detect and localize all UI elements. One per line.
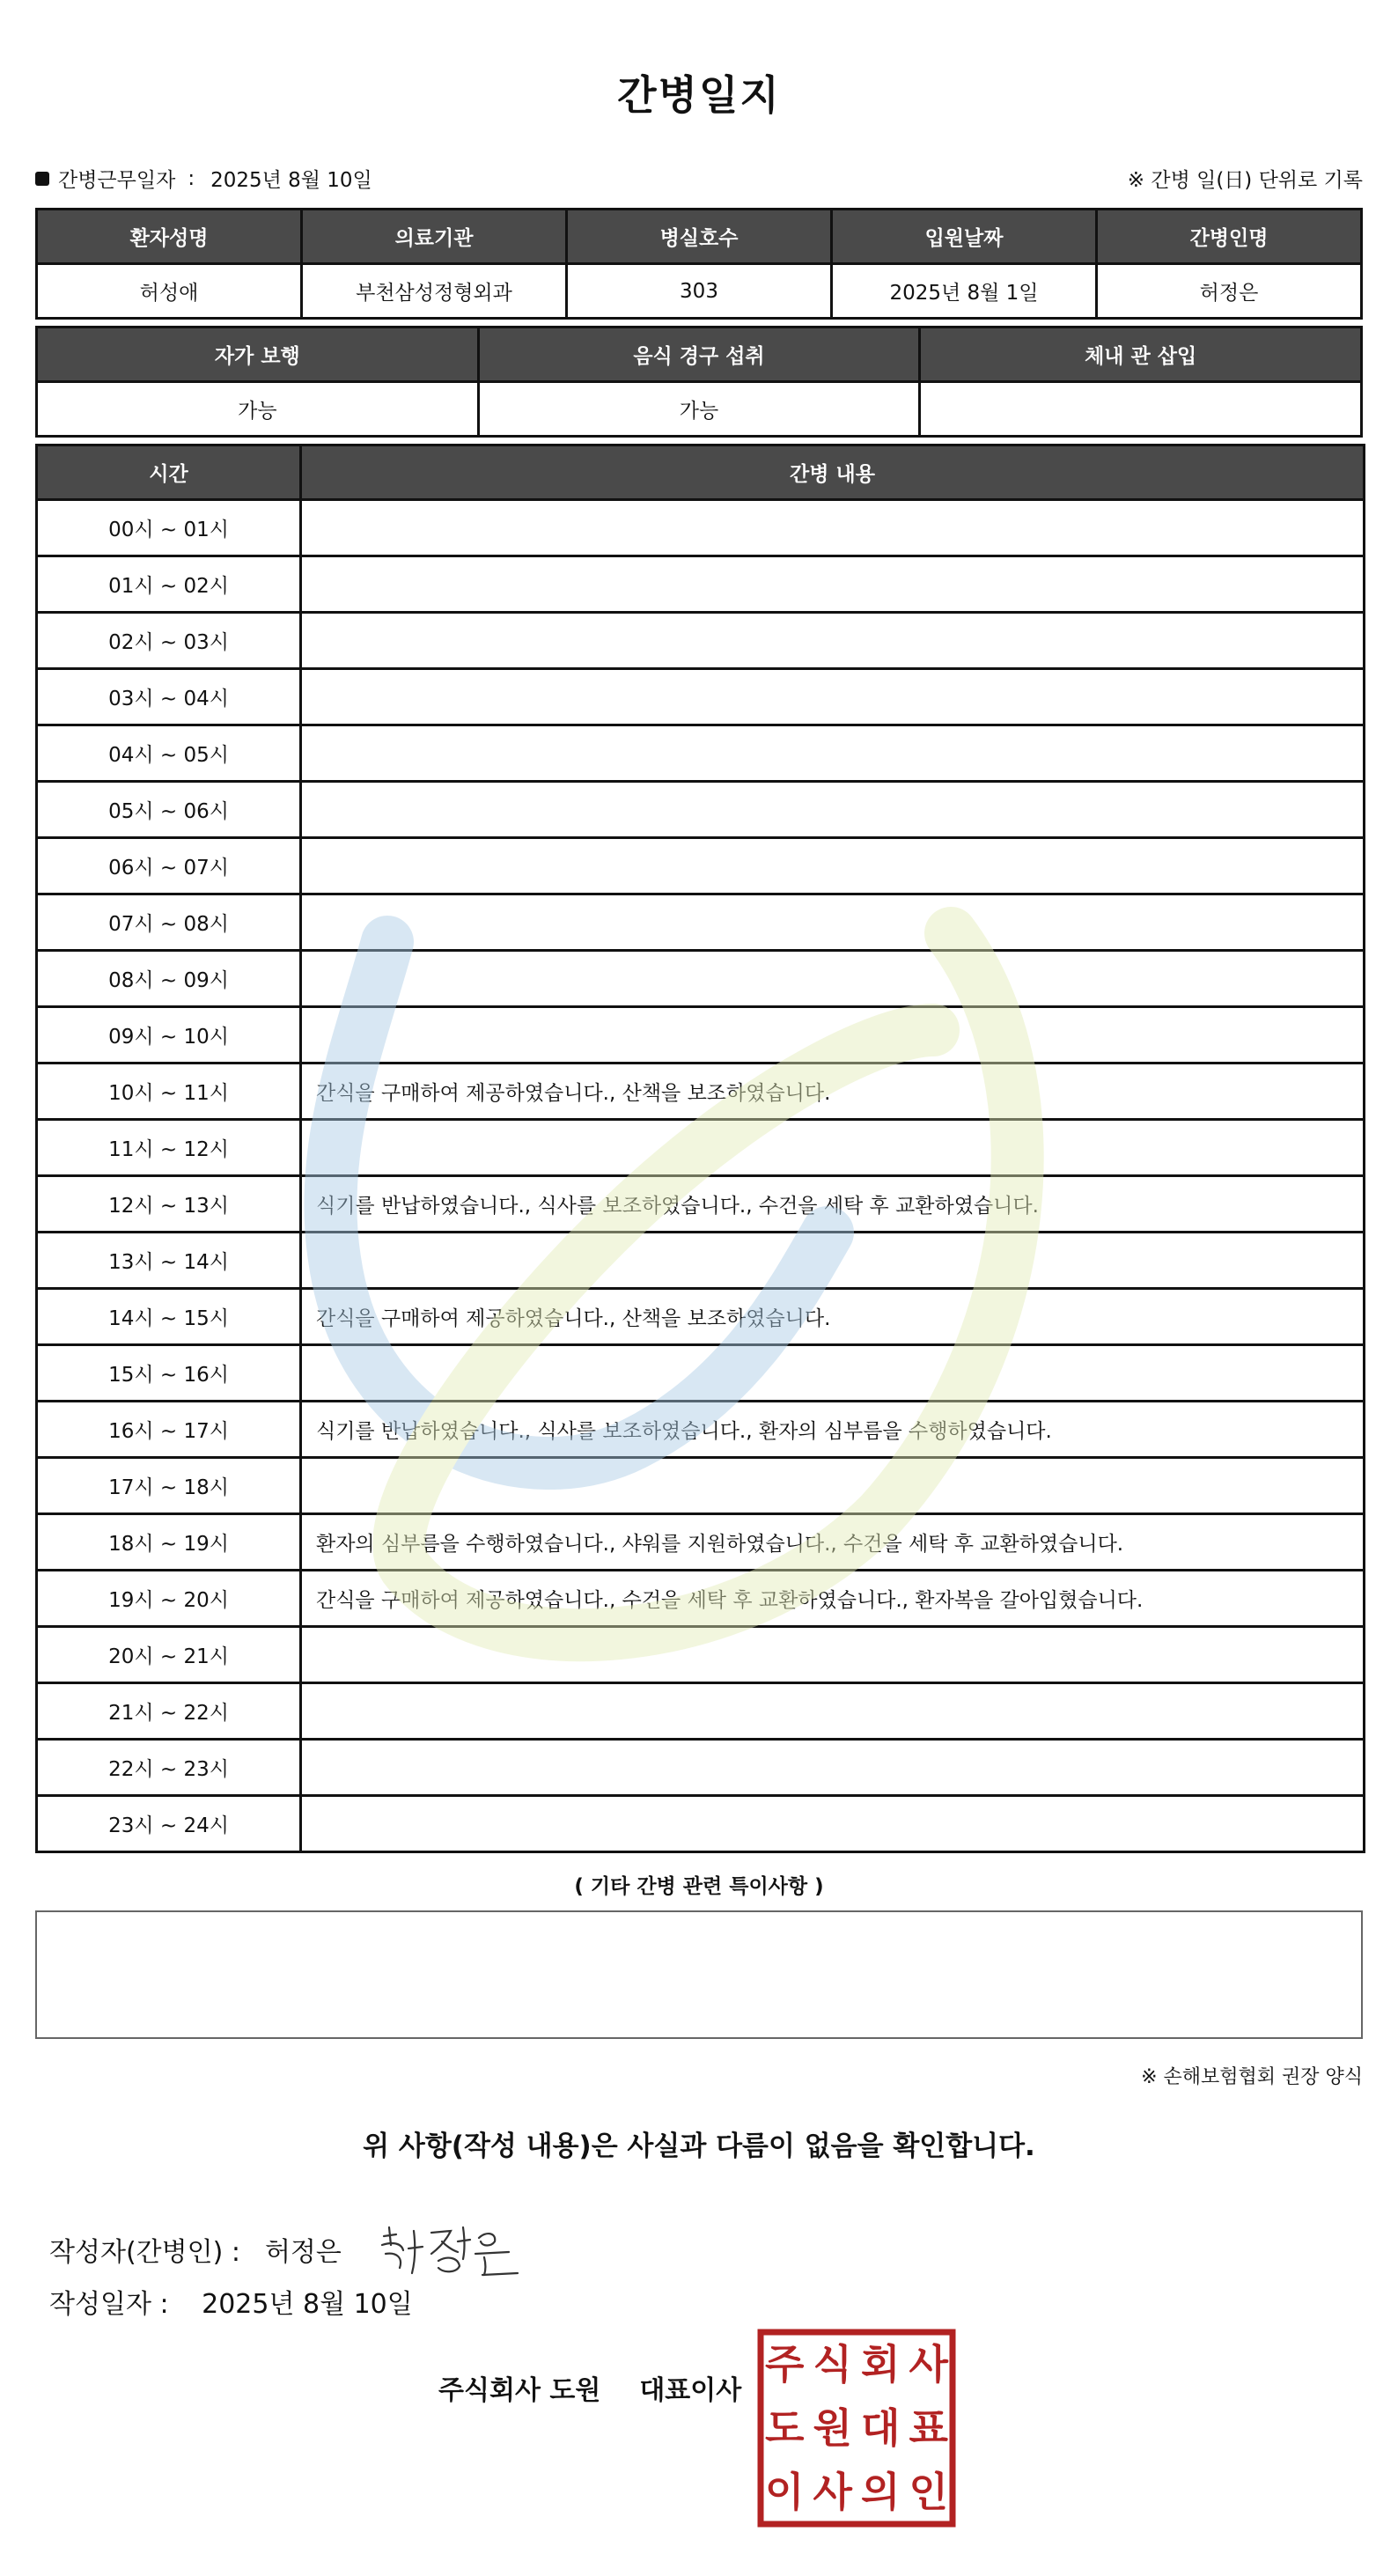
table-row [37,725,1365,782]
company-line [438,2368,741,2407]
care-content [301,1007,1365,1064]
table-row [37,556,1365,613]
table-row [37,1796,1365,1852]
seal-character: 도 [765,2404,805,2452]
time-slot: 20시 ~ 21시 [37,1627,301,1683]
care-content [301,782,1365,838]
time-slot: 22시 ~ 23시 [37,1740,301,1796]
header-admission-date: 입원날짜 [832,210,1097,264]
care-content [301,1683,1365,1740]
seal-character: 인 [909,2468,948,2516]
care-content [301,1233,1365,1289]
patient-info-table [35,208,1363,320]
company-name: 주식회사 도원 [438,2375,601,2406]
time-slot: 03시 ~ 04시 [37,669,301,725]
handwritten-signature [377,2219,526,2280]
meta-row [35,164,1363,194]
table-row [37,1514,1365,1571]
care-content [301,1740,1365,1796]
writer-name: 허정은 [264,2237,342,2268]
time-slot: 05시 ~ 06시 [37,782,301,838]
table-row [37,1627,1365,1683]
table-row [37,1120,1365,1176]
patient-name: 허성애 [37,264,302,319]
work-date-value: 2025년 8월 10일 [210,169,372,192]
care-log-table [35,444,1365,1853]
header-patient-name: 환자성명 [37,210,302,264]
table-row [37,1233,1365,1289]
table-row [37,669,1365,725]
time-slot: 17시 ~ 18시 [37,1458,301,1514]
time-slot: 19시 ~ 20시 [37,1571,301,1627]
care-content [301,1345,1365,1402]
care-content [301,1120,1365,1176]
care-content [301,838,1365,894]
seal-character: 사 [813,2468,852,2516]
table-row [37,1740,1365,1796]
care-content: 간식을 구매하여 제공하였습니다., 산책을 보조하였습니다. [301,1064,1365,1120]
admission-date: 2025년 8월 1일 [832,264,1097,319]
header-time: 시간 [37,445,301,500]
written-date-line [49,2282,413,2321]
table-row [37,1289,1365,1345]
header-self-walking: 자가 보행 [37,328,479,382]
time-slot: 12시 ~ 13시 [37,1176,301,1233]
header-tube-insertion: 체내 관 삽입 [920,328,1362,382]
care-content [301,1627,1365,1683]
care-content: 식기를 반납하였습니다., 식사를 보조하였습니다., 수건을 세탁 후 교환하였습니다. [301,1176,1365,1233]
header-oral-intake: 음식 경구 섭취 [478,328,920,382]
table-row [37,1007,1365,1064]
time-slot: 09시 ~ 10시 [37,1007,301,1064]
patient-status-table [35,326,1363,438]
header-care-content: 간병 내용 [301,445,1365,500]
time-slot: 14시 ~ 15시 [37,1289,301,1345]
seal-character: 원 [813,2404,852,2452]
table-row [37,1345,1365,1402]
table-row [37,500,1365,556]
work-date-block [35,164,372,193]
time-slot: 11시 ~ 12시 [37,1120,301,1176]
table-row [37,1458,1365,1514]
square-bullet-icon [35,172,49,186]
time-slot: 06시 ~ 07시 [37,838,301,894]
care-content [301,951,1365,1007]
table-row [37,838,1365,894]
recommend-note: ※ 손해보험협회 권장 양식 [1141,2066,1363,2088]
seal-character: 의 [861,2468,901,2516]
table-row [37,894,1365,951]
table-row [37,1571,1365,1627]
care-content: 환자의 심부름을 수행하였습니다., 샤워를 지원하였습니다., 수건을 세탁 후 교환하였습니다. [301,1514,1365,1571]
hospital-name: 부천삼성정형외과 [302,264,567,319]
table-row [37,1176,1365,1233]
care-content [301,669,1365,725]
table-row [37,1683,1365,1740]
time-slot: 00시 ~ 01시 [37,500,301,556]
seal-character: 주 [765,2340,805,2388]
ceo-title: 대표이사 [639,2375,742,2406]
header-hospital: 의료기관 [302,210,567,264]
time-slot: 18시 ~ 19시 [37,1514,301,1571]
care-content: 간식을 구매하여 제공하였습니다., 산책을 보조하였습니다. [301,1289,1365,1345]
header-caregiver-name: 간병인명 [1097,210,1362,264]
special-notes-title: ( 기타 간병 관련 특이사항 ) [574,1875,824,1898]
care-content [301,500,1365,556]
writer-line [49,2219,526,2280]
care-content [301,556,1365,613]
header-room-number: 병실호수 [567,210,832,264]
seal-character: 사 [909,2340,948,2388]
time-slot: 02시 ~ 03시 [37,613,301,669]
time-slot: 16시 ~ 17시 [37,1402,301,1458]
seal-character: 이 [765,2468,805,2516]
time-slot: 10시 ~ 11시 [37,1064,301,1120]
company-seal-stamp [757,2329,956,2528]
seal-character: 식 [813,2340,852,2388]
tube-insertion-value [920,382,1362,437]
time-slot: 23시 ~ 24시 [37,1796,301,1852]
care-content [301,1796,1365,1852]
record-note: ※ 간병 일(日) 단위로 기록 [1127,169,1363,192]
seal-character: 대 [861,2404,901,2452]
written-date-value: 2025년 8월 10일 [202,2289,413,2320]
care-content [301,725,1365,782]
caregiver-name: 허정은 [1097,264,1362,319]
time-slot: 08시 ~ 09시 [37,951,301,1007]
care-content: 식기를 반납하였습니다., 식사를 보조하였습니다., 환자의 심부름을 수행하였습니다. [301,1402,1365,1458]
special-notes-box [35,1910,1363,2039]
table-row [37,1402,1365,1458]
document-title: 간병일지 [617,71,781,119]
seal-character: 회 [861,2340,901,2388]
time-slot: 15시 ~ 16시 [37,1345,301,1402]
work-date-label: 간병근무일자 [58,169,176,192]
time-slot: 21시 ~ 22시 [37,1683,301,1740]
writer-label: 작성자(간병인) : [49,2237,240,2268]
oral-intake-value: 가능 [478,382,920,437]
confirmation-statement: 위 사항(작성 내용)은 사실과 다름이 없음을 확인합니다. [363,2131,1035,2162]
time-slot: 01시 ~ 02시 [37,556,301,613]
table-row [37,782,1365,838]
care-content [301,894,1365,951]
care-content [301,1458,1365,1514]
time-slot: 04시 ~ 05시 [37,725,301,782]
table-row [37,613,1365,669]
self-walking-value: 가능 [37,382,479,437]
work-date-colon: : [188,166,195,190]
time-slot: 13시 ~ 14시 [37,1233,301,1289]
room-number: 303 [567,264,832,319]
table-row [37,951,1365,1007]
care-content: 간식을 구매하여 제공하였습니다., 수건을 세탁 후 교환하였습니다., 환자복을 갈아입혔습니다. [301,1571,1365,1627]
written-date-label: 작성일자 : [49,2289,169,2320]
seal-character: 표 [909,2404,948,2452]
care-content [301,613,1365,669]
table-row [37,1064,1365,1120]
time-slot: 07시 ~ 08시 [37,894,301,951]
